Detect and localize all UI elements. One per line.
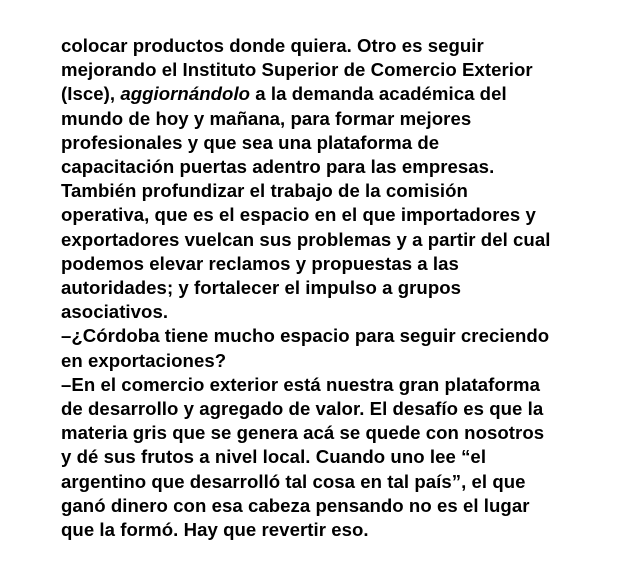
- answer-line: que la formó. Hay que revertir eso.: [61, 519, 369, 541]
- text-line: mundo de hoy y mañana, para formar mejores: [61, 107, 472, 129]
- answer-line: materia gris que se genera acá se quede con nosotros: [61, 422, 545, 444]
- text-line: [61, 82, 621, 106]
- text-line: También profundizar el trabajo de la comisión: [61, 180, 468, 202]
- text-line: autoridades; y fortalecer el impulso a grupos: [61, 277, 462, 299]
- text-span: a la demanda académica del: [250, 83, 507, 105]
- answer-line: ganó dinero con esa cabeza pensando no es el lugar: [61, 494, 530, 516]
- text-span: (Isce),: [61, 83, 121, 105]
- article-text: [61, 34, 621, 542]
- text-line: capacitación puertas adentro para las empresas.: [61, 156, 495, 178]
- question-line: en exportaciones?: [61, 349, 227, 371]
- text-line: exportadores vuelcan sus problemas y a partir del cual: [61, 228, 551, 250]
- text-line: asociativos.: [61, 301, 169, 323]
- answer-line: de desarrollo y agregado de valor. El desafío es que la: [61, 398, 544, 420]
- answer-line: –En el comercio exterior está nuestra gran plataforma: [61, 373, 541, 395]
- text-line: mejorando el Instituto Superior de Comercio Exterior: [61, 59, 533, 81]
- text-line: profesionales y que sea una plataforma de: [61, 131, 440, 153]
- italic-word: aggiornándolo: [120, 83, 251, 105]
- answer-line: y dé sus frutos a nivel local. Cuando uno lee “el: [61, 446, 487, 468]
- text-line: operativa, que es el espacio en el que importadores y: [61, 204, 536, 226]
- text-line: colocar productos donde quiera. Otro es seguir: [61, 35, 484, 56]
- question-line: –¿Córdoba tiene mucho espacio para seguir creciendo: [61, 325, 550, 347]
- text-line: podemos elevar reclamos y propuestas a las: [61, 252, 459, 274]
- answer-line: argentino que desarrolló tal cosa en tal país”, el que: [61, 470, 526, 492]
